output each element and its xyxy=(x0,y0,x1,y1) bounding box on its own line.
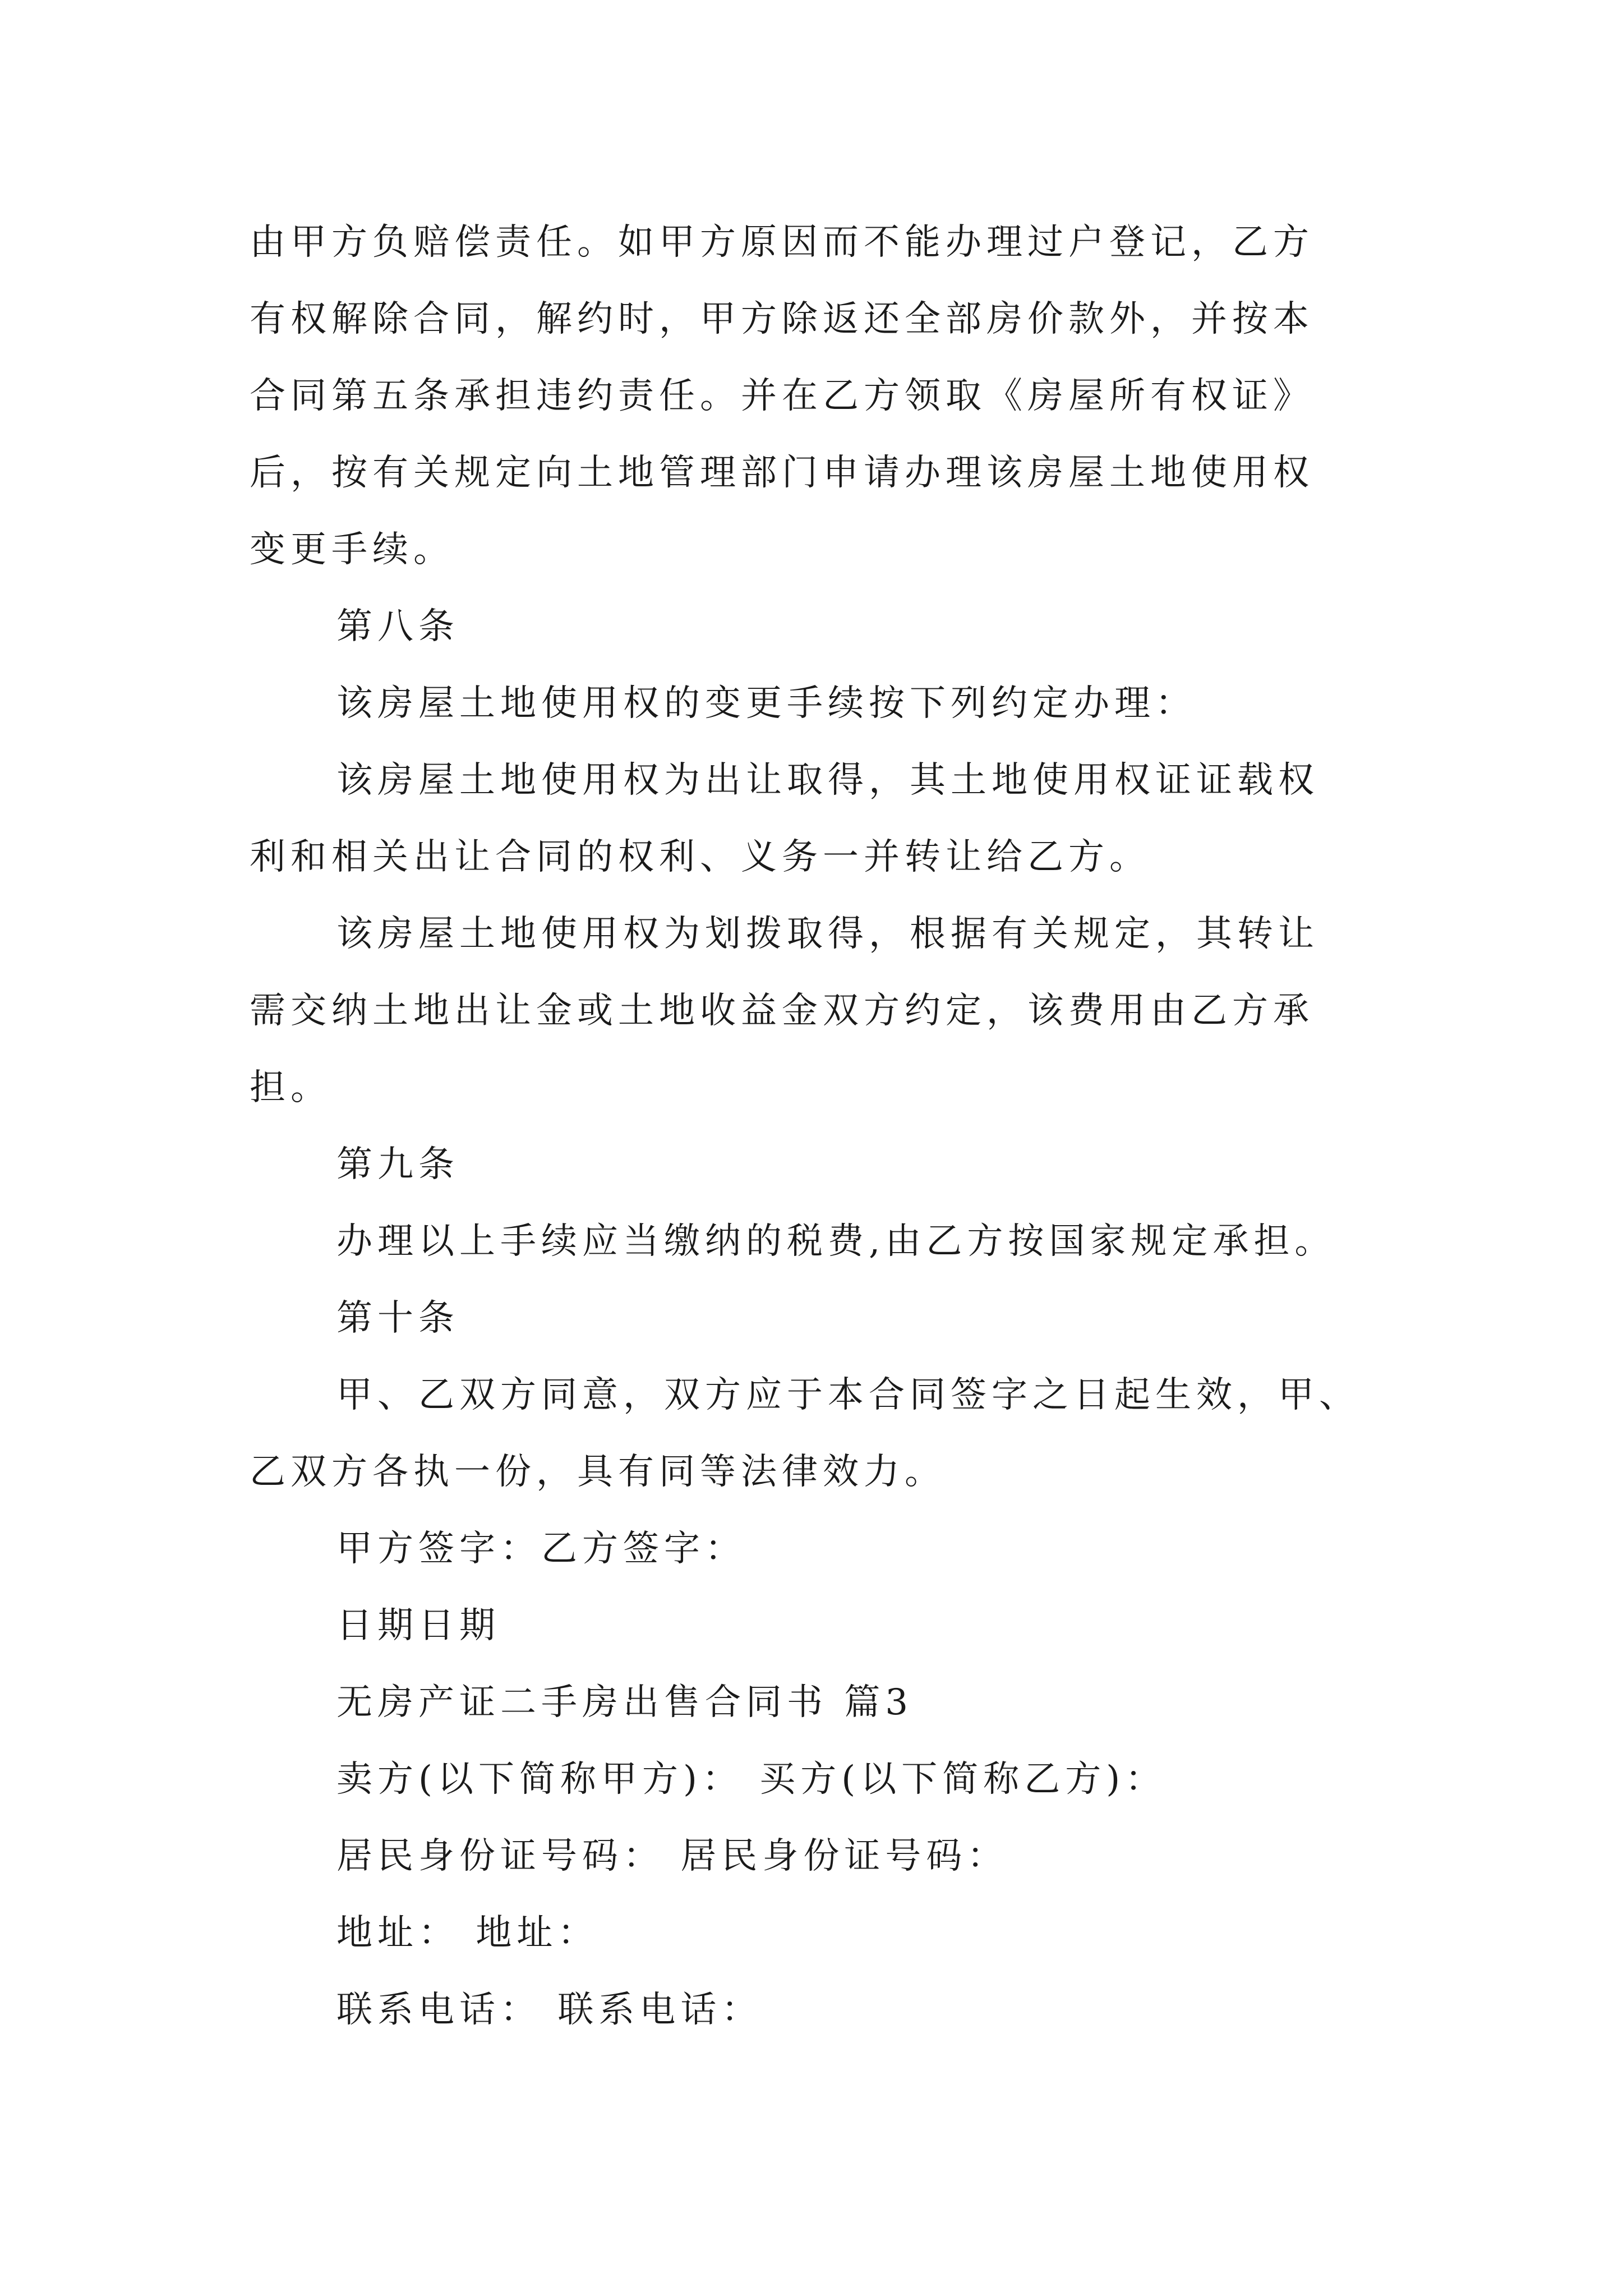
signature-line: 甲方签字：乙方签字： xyxy=(336,1528,746,1570)
text-line: 甲、乙双方同意，双方应于本合同签字之日起生效，甲、 xyxy=(336,1374,1360,1416)
text-line: 该房屋土地使用权的变更手续按下列约定办理： xyxy=(336,683,1196,724)
article-heading: 第十条 xyxy=(336,1297,459,1339)
text-line: 合同第五条承担违约责任。并在乙方领取《房屋所有权证》 xyxy=(250,375,1314,417)
text-line: 后，按有关规定向土地管理部门申请办理该房屋土地使用权 xyxy=(250,452,1314,494)
text-line: 需交纳土地出让金或土地收益金双方约定，该费用由乙方承 xyxy=(250,990,1314,1032)
text-line: 利和相关出让合同的权利、义务一并转让给乙方。 xyxy=(250,836,1150,878)
address-line: 地址： 地址： xyxy=(336,1912,599,1954)
article-heading: 第九条 xyxy=(336,1144,459,1185)
text-line: 乙双方各执一份，具有同等法律效力。 xyxy=(250,1451,946,1493)
text-line: 由甲方负赔偿责任。如甲方原因而不能办理过户登记，乙方 xyxy=(250,222,1314,263)
party-line: 卖方(以下简称甲方)： 买方(以下简称乙方)： xyxy=(336,1759,1166,1800)
phone-line: 联系电话： 联系电话： xyxy=(336,1989,763,2031)
text-line: 担。 xyxy=(250,1067,331,1108)
text-line: 该房屋土地使用权为划拨取得，根据有关规定，其转让 xyxy=(336,913,1319,955)
text-line: 有权解除合同，解约时，甲方除返还全部房价款外，并按本 xyxy=(250,298,1314,340)
article-heading: 第八条 xyxy=(336,606,459,647)
section-title: 无房产证二手房出售合同书 篇3 xyxy=(336,1682,914,1723)
text-line: 该房屋土地使用权为出让取得，其土地使用权证证载权 xyxy=(336,760,1319,801)
text-line: 变更手续。 xyxy=(250,529,454,570)
text-line: 办理以上手续应当缴纳的税费,由乙方按国家规定承担。 xyxy=(336,1221,1336,1262)
id-number-line: 居民身份证号码： 居民身份证号码： xyxy=(336,1835,1008,1877)
date-line: 日期日期 xyxy=(336,1605,500,1646)
